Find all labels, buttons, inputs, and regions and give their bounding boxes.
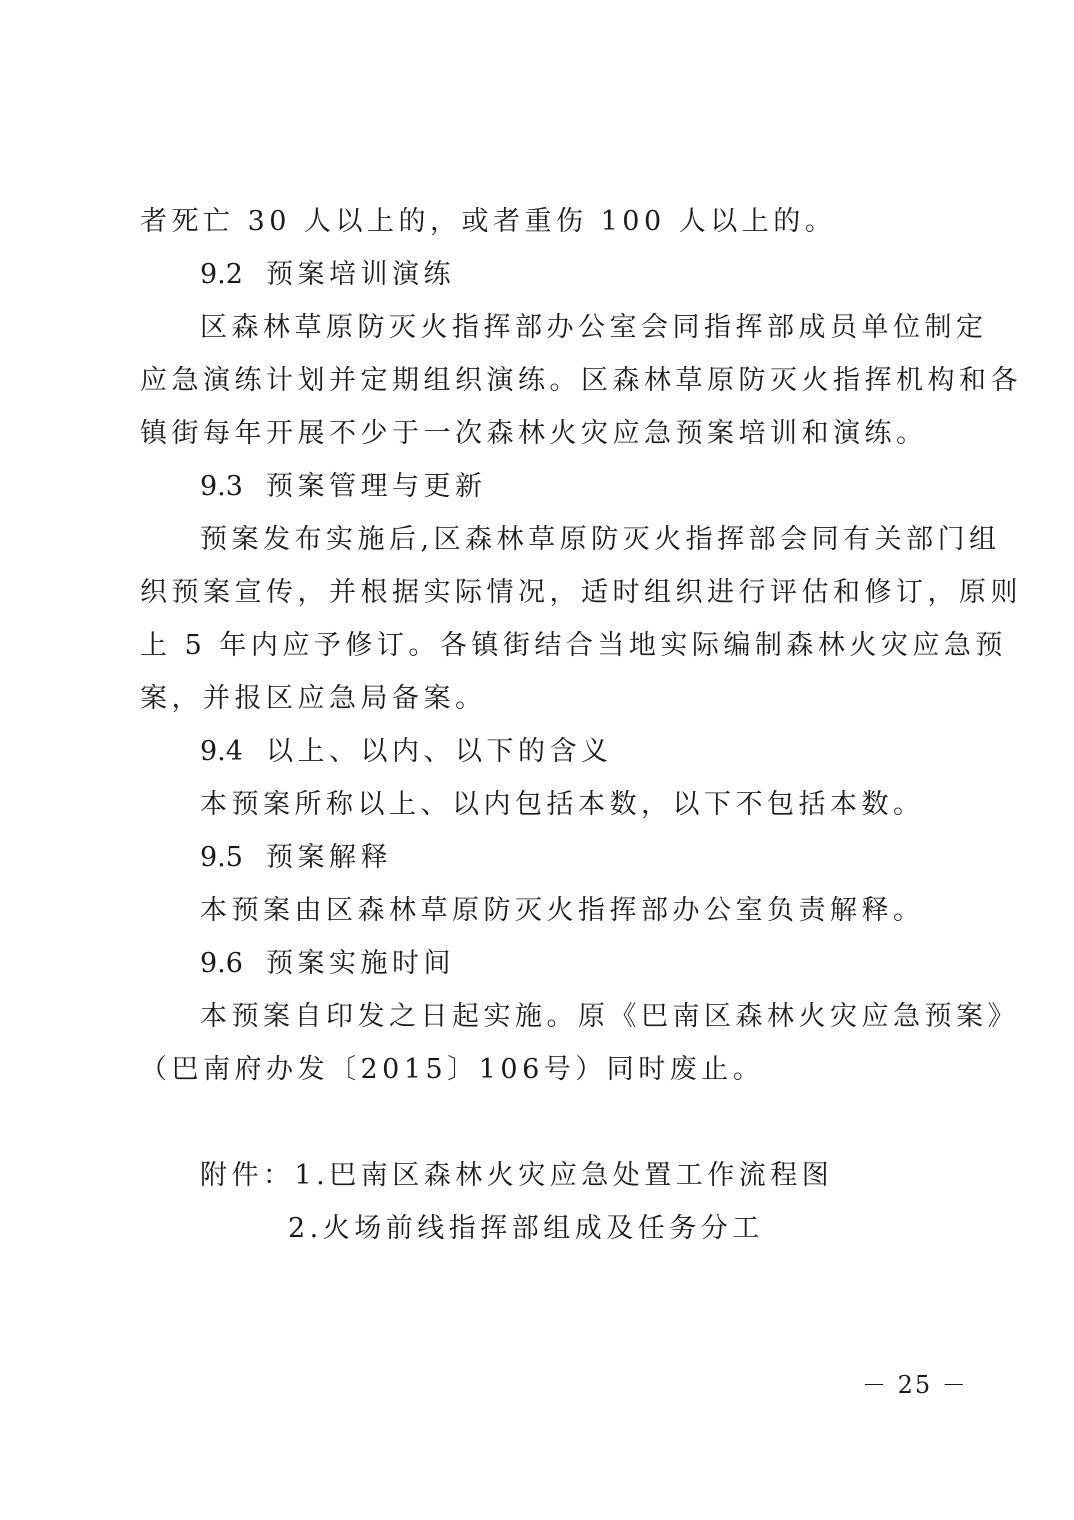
paragraph-line: 织预案宣传，并根据实际情况，适时组织进行评估和修订，原则 xyxy=(140,577,1022,608)
paragraph-line: 者死亡 30 人以上的，或者重伤 100 人以上的。 xyxy=(140,206,837,237)
paragraph-line: （巴南府办发〔2015〕106号）同时废止。 xyxy=(140,1054,765,1085)
paragraph-line: 本预案所称以上、以内包括本数，以下不包括本数。 xyxy=(200,789,925,820)
section-heading-9-4 xyxy=(200,732,1000,772)
attachment-item: 1.巴南区森林火灾应急处置工作流程图 xyxy=(294,1160,834,1191)
paragraph-line: 本预案由区森林草原防灭火指挥部办公室负责解释。 xyxy=(200,895,925,926)
section-title: 预案管理与更新 xyxy=(266,471,487,502)
section-number: 9.4 xyxy=(200,736,243,767)
section-number: 9.6 xyxy=(200,948,243,979)
paragraph-line: 案，并报区应急局备案。 xyxy=(140,683,487,714)
paragraph-line: 应急演练计划并定期组织演练。区森林草原防灭火指挥机构和各 xyxy=(140,365,1022,396)
paragraph-line: 区森林草原防灭火指挥部办公室会同指挥部成员单位制定 xyxy=(200,312,988,343)
page-number: － 25 － xyxy=(862,1371,968,1399)
section-number: 9.5 xyxy=(200,842,243,873)
section-heading-9-2 xyxy=(200,255,1000,295)
section-title: 预案实施时间 xyxy=(266,948,455,979)
paragraph-line: 上 5 年内应予修订。各镇街结合当地实际编制森林火灾应急预 xyxy=(140,630,1007,661)
attachment-item: 2.火场前线指挥部组成及任务分工 xyxy=(288,1213,764,1244)
section-number: 9.2 xyxy=(200,259,243,290)
section-heading-9-6 xyxy=(200,944,1000,984)
section-title: 以上、以内、以下的含义 xyxy=(266,736,613,767)
attachment-label: 附件： xyxy=(200,1160,295,1191)
section-title: 预案培训演练 xyxy=(266,259,455,290)
paragraph-line: 镇街每年开展不少于一次森林火灾应急预案培训和演练。 xyxy=(140,418,928,449)
section-heading-9-5 xyxy=(200,838,1000,878)
paragraph-line: 预案发布实施后,区森林草原防灭火指挥部会同有关部门组 xyxy=(200,524,1001,555)
section-title: 预案解释 xyxy=(266,842,392,873)
section-heading-9-3 xyxy=(200,467,1000,507)
section-number: 9.3 xyxy=(200,471,243,502)
paragraph-line: 本预案自印发之日起实施。原《巴南区森林火灾应急预案》 xyxy=(200,1001,1019,1032)
attachment-line xyxy=(200,1156,1000,1196)
